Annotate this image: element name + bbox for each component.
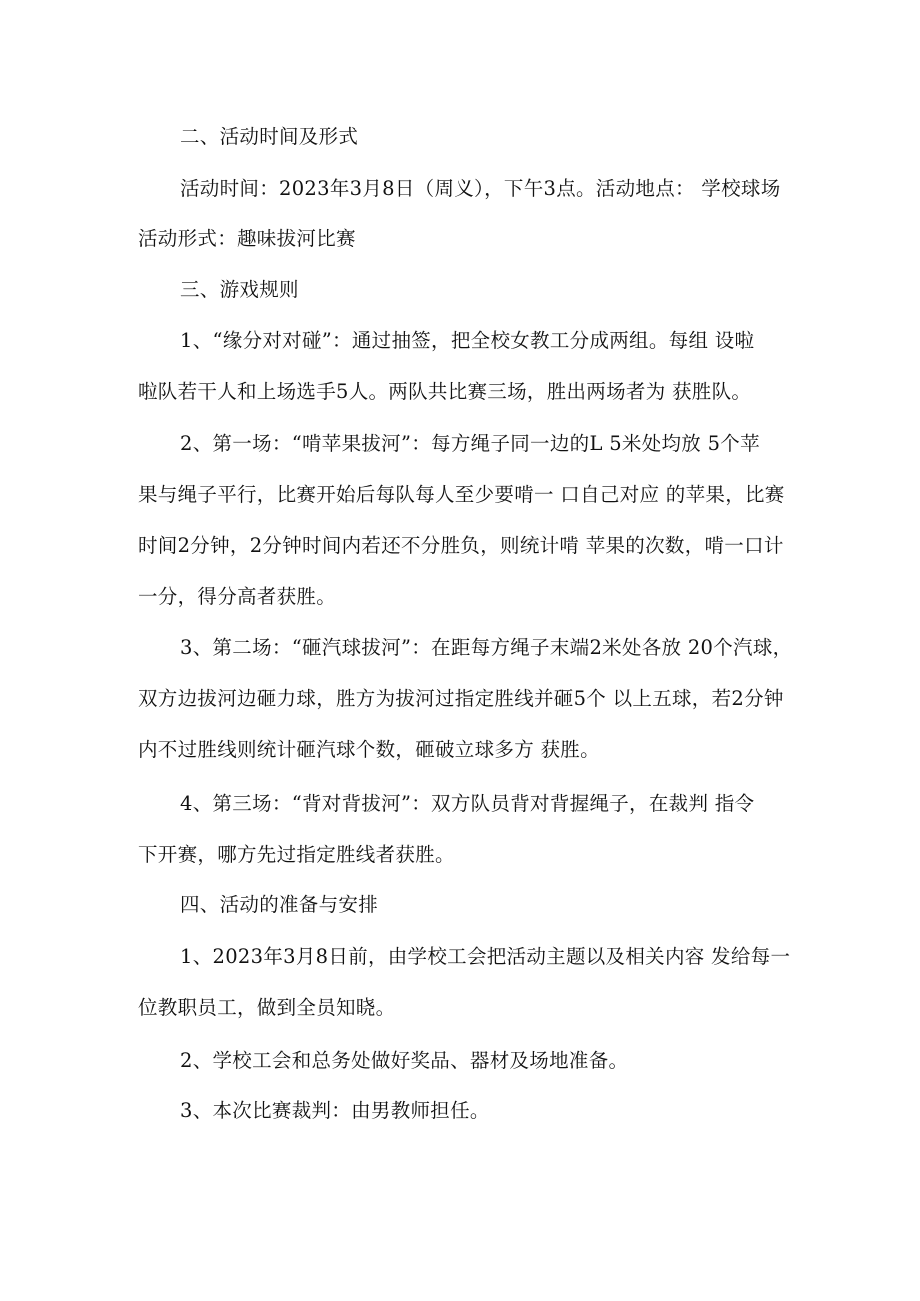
- rule-2-line-3: 时间2分钟，2分钟时间内若还不分胜负，则统计啃 苹果的次数，啃一口计: [138, 534, 784, 557]
- rule-3-line-2: 双方边拔河边砸力球，胜方为拔河过指定胜线并砸5个 以上五球，若2分钟: [138, 687, 784, 710]
- heading-preparation: 四、活动的准备与安排: [180, 893, 379, 916]
- rule-1-line-2: 啦队若干人和上场选手5人。两队共比赛三场，胜出两场者为 获胜队。: [138, 380, 752, 403]
- heading-activity-time-format: 二、活动时间及形式: [180, 125, 359, 148]
- rule-2-line-2: 果与绳子平行，比赛开始后每队每人至少要啃一 口自己对应 的苹果，比赛: [138, 483, 785, 506]
- rule-3-line-1: 3、第二场：“砸汽球拔河”：在距每方绳子末端2米处各放 20个汽球，: [180, 636, 793, 659]
- rule-1-line-1: 1、“缘分对对碰”：通过抽签，把全校女教工分成两组。每组 设啦: [180, 329, 755, 352]
- rule-2-line-4: 一分，得分高者获胜。: [138, 585, 337, 608]
- rule-3-line-3: 内不过胜线则统计砸汽球个数，砸破立球多方 获胜。: [138, 738, 600, 761]
- activity-format-line: 活动形式：趣味拔河比赛: [138, 227, 356, 250]
- prep-1-line-1: 1、2023年3月8日前，由学校工会把活动主题以及相关内容 发给每一: [180, 945, 791, 968]
- prep-3-line: 3、本次比赛裁判：由男教师担任。: [180, 1099, 490, 1122]
- rule-4-line-1: 4、第三场：“背对背拔河”：双方队员背对背握绳子，在裁判 指令: [180, 792, 755, 815]
- prep-1-line-2: 位教职员工，做到全员知晓。: [138, 996, 396, 1019]
- rule-4-line-2: 下开赛，哪方先过指定胜线者获胜。: [138, 843, 455, 866]
- rule-2-line-1: 2、第一场：“啃苹果拔河”：每方绳子同一边的L 5米处均放 5个苹: [180, 432, 760, 455]
- activity-time-line: 活动时间：2023年3月8日（周义），下午3点。活动地点： 学校球场: [180, 177, 781, 200]
- heading-game-rules: 三、游戏规则: [180, 278, 299, 301]
- prep-2-line: 2、学校工会和总务处做好奖品、器材及场地准备。: [180, 1049, 629, 1072]
